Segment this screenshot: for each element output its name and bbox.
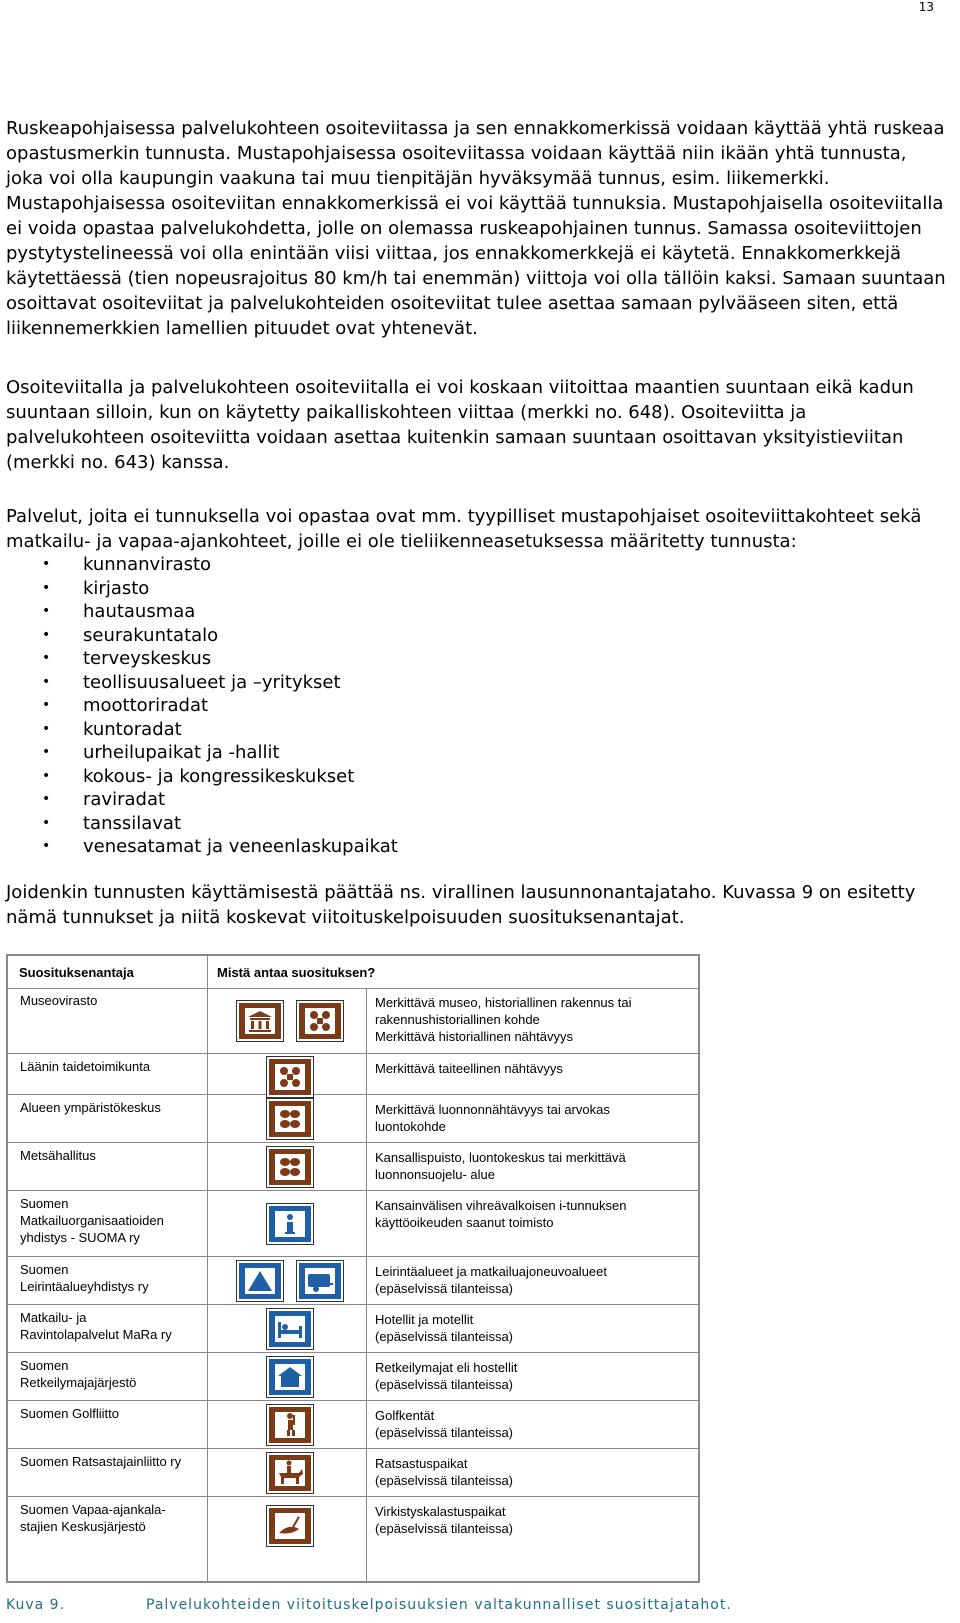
table-row xyxy=(8,1401,698,1449)
list-item xyxy=(6,741,398,765)
list-item xyxy=(6,577,398,601)
list-item-label: teollisuusalueet ja –yritykset xyxy=(83,671,341,693)
caravan-sign xyxy=(297,1261,343,1301)
fishing-sign xyxy=(267,1506,313,1546)
sign-group xyxy=(210,1405,370,1445)
fishing-icon xyxy=(275,1513,305,1539)
bed-sign xyxy=(267,1309,313,1349)
sign-group xyxy=(210,1099,370,1139)
sign-group xyxy=(210,1309,370,1349)
recommender-name: Suomen Ratsastajainliitto ry xyxy=(20,1454,182,1469)
recommendation-scope: Kansainvälisen vihreävalkoisen i-tunnuksen käyttöoikeuden saanut toimisto xyxy=(375,1198,627,1230)
hostel-icon xyxy=(275,1364,305,1390)
caravan-icon xyxy=(305,1268,335,1294)
recommendation-scope: Merkittävä taiteellinen nähtävyys xyxy=(375,1061,563,1076)
list-item xyxy=(6,624,398,648)
header-what: Mistä antaa suosituksen? xyxy=(217,965,376,980)
table-row xyxy=(8,1353,698,1401)
sight-icon xyxy=(275,1064,305,1090)
bed-icon xyxy=(275,1316,305,1342)
nature-sight-icon xyxy=(275,1154,305,1180)
museum-sign xyxy=(237,1001,283,1041)
paragraph-4: Joidenkin tunnusten käyttämisestä päättää ns. virallinen lausunnonantajataho. Kuvassa 9 on esitetty nämä tunnukset ja niitä koskevat viitoituskelpoisuuden suosituksenantajat. xyxy=(6,882,916,928)
nature-sight-sign xyxy=(267,1147,313,1187)
horse-rider-icon xyxy=(275,1460,305,1486)
sign-group xyxy=(210,1261,370,1301)
sight-sign xyxy=(297,1001,343,1041)
bullet-icon: • xyxy=(42,650,51,666)
bullet-icon: • xyxy=(42,791,51,807)
sign-group xyxy=(210,1453,370,1493)
recommendation-scope: Leirintäalueet ja matkailuajoneuvoalueet (epäselvissä tilanteissa) xyxy=(375,1264,607,1296)
bullet-icon: • xyxy=(42,767,51,784)
table-row xyxy=(8,1143,698,1191)
recommendation-scope: Merkittävä museo, historiallinen rakennus tai rakennushistoriallinen kohde Merkittävä historiallinen nähtävyys xyxy=(375,995,632,1044)
table-header xyxy=(8,956,698,989)
sign-group xyxy=(210,1057,370,1097)
list-item xyxy=(6,788,398,812)
tent-sign xyxy=(237,1261,283,1301)
list-item xyxy=(6,671,398,695)
list-item-label: hautausmaa xyxy=(83,601,196,622)
recommender-name: Matkailu- ja Ravintolapalvelut MaRa ry xyxy=(20,1310,172,1342)
paragraph-3: Palvelut, joita ei tunnuksella voi opastaa ovat mm. tyypilliset mustapohjaiset osoiteviittakohteet sekä matkailu- ja vapaa-ajankohteet, joille ei ole tieliikenneasetuksessa määritetty tunnusta: xyxy=(6,506,922,552)
list-item-label: kuntoradat xyxy=(83,718,182,740)
list-item-label: moottoriradat xyxy=(83,695,209,716)
recommendation-table xyxy=(6,954,700,1583)
golf-icon xyxy=(275,1412,305,1438)
table-row xyxy=(8,988,698,1054)
page-number: 13 xyxy=(918,0,934,14)
recommender-name: Suomen Leirintäalueyhdistys ry xyxy=(20,1262,149,1294)
sign-group xyxy=(210,1147,370,1187)
recommendation-scope: Kansallispuisto, luontokeskus tai merkittävä luonnonsuojelu- alue xyxy=(375,1150,626,1182)
sight-icon xyxy=(305,1008,335,1034)
info-icon xyxy=(275,1211,305,1237)
bullet-icon: • xyxy=(42,744,51,760)
list-item-label: venesatamat ja veneenlaskupaikat xyxy=(83,836,398,857)
recommendation-scope: Ratsastuspaikat (epäselvissä tilanteissa) xyxy=(375,1456,514,1488)
sign-group xyxy=(210,1001,370,1041)
nature-sight-icon xyxy=(275,1106,305,1132)
list-item-label: raviradat xyxy=(83,789,166,810)
recommendation-scope: Merkittävä luonnonnähtävyys tai arvokas luontokohde xyxy=(375,1102,610,1134)
bullet-icon: • xyxy=(42,579,51,596)
nature-sight-sign xyxy=(267,1099,313,1139)
bullet-icon: • xyxy=(42,673,51,690)
header-recommender: Suosituksenantaja xyxy=(19,965,134,980)
list-item xyxy=(6,812,398,836)
bullet-icon: • xyxy=(42,720,51,737)
caption-title: Palvelukohteiden viitoituskelpoisuuksien valtakunnalliset suosittajatahot. xyxy=(146,1597,732,1613)
recommender-name: Läänin taidetoimikunta xyxy=(20,1059,151,1074)
recommendation-scope: Hotellit ja motellit (epäselvissä tilanteissa) xyxy=(375,1312,514,1344)
list-item xyxy=(6,553,398,577)
paragraph-2: Osoiteviitalla ja palvelukohteen osoiteviitalla ei voi koskaan viitoittaa maantien suuntaan eikä kadun suuntaan silloin, kun on käytetty paikalliskohteen viittaa (merkki no. 648). Osoiteviitta ja palvelukohteen osoiteviitta voidaan asettaa kuitenkin samaan suuntaan osoittavan yksityistieviitan (merkki no. 643) kanssa. xyxy=(6,377,914,473)
sight-sign xyxy=(267,1057,313,1097)
recommender-name: Suomen Vapaa-ajankala- stajien Keskusjärjestö xyxy=(20,1502,166,1534)
list-item-label: kokous- ja kongressikeskukset xyxy=(83,765,355,787)
recommendation-scope: Retkeilymajat eli hostellit (epäselvissä tilanteissa) xyxy=(375,1360,518,1392)
museum-icon xyxy=(245,1008,275,1034)
list-item-label: seurakuntatalo xyxy=(83,624,219,646)
recommendation-scope: Golfkentät (epäselvissä tilanteissa) xyxy=(375,1408,514,1440)
recommender-name: Metsähallitus xyxy=(20,1148,96,1163)
bullet-icon: • xyxy=(42,814,51,831)
service-list xyxy=(6,553,398,859)
tent-icon xyxy=(245,1268,275,1294)
list-item-label: terveyskeskus xyxy=(83,648,212,669)
paragraph-1: Ruskeapohjaisessa palvelukohteen osoiteviitassa ja sen ennakkomerkissä voidaan käyttää yhtä ruskeaa opastusmerkin tunnusta. Mustapohjaisessa osoiteviitassa voidaan käyttää niin ikään yhtä tunnusta, joka voi olla kaupungin vaakuna tai muu tienpitäjän hyväksymää tunnus, esim. liikemerkki. Mustapohjaisessa osoiteviitan ennakkomerkissä ei voi käyttää tunnuksia. Mustapohjaisella osoiteviitalla ei voida opastaa palvelukohdetta, jolle on olemassa ruskeapohjainen tunnus. Samassa osoiteviittojen pystytystelineessä voi olla enintään viisi viittaa, jos ennakkomerkkejä ei käytetä. Ennakkomerkkejä käytettäessä (tien nopeusrajoitus 80 km/h tai enemmän) viittoja voi olla tällöin kaksi. Samaan suuntaan osoittavat osoiteviitat ja palvelukohteiden osoiteviitat tulee asettaa samaan pylvääseen siten, että liikennemerkkien lamellien pituudet ovat yhtenevät. xyxy=(6,118,946,339)
table-row xyxy=(8,1095,698,1143)
horse-rider-sign xyxy=(267,1453,313,1493)
bullet-icon: • xyxy=(42,626,51,643)
list-item xyxy=(6,647,398,671)
list-item-label: tanssilavat xyxy=(83,812,182,834)
list-item xyxy=(6,718,398,742)
list-item-label: kirjasto xyxy=(83,577,150,599)
table-row xyxy=(8,1497,698,1555)
info-sign xyxy=(267,1204,313,1244)
list-item xyxy=(6,835,398,859)
recommender-name: Suomen Retkeilymajajärjestö xyxy=(20,1358,137,1390)
recommender-name: Suomen Golfliitto xyxy=(20,1406,119,1421)
bullet-icon: • xyxy=(42,603,51,619)
sign-group xyxy=(210,1204,370,1244)
recommender-name: Alueen ympäristökeskus xyxy=(20,1100,161,1115)
list-item xyxy=(6,600,398,624)
table-row xyxy=(8,1054,698,1095)
table-row xyxy=(8,1191,698,1257)
hostel-sign xyxy=(267,1357,313,1397)
recommendation-scope: Virkistyskalastuspaikat (epäselvissä tilanteissa) xyxy=(375,1504,514,1536)
list-item-label: urheilupaikat ja -hallit xyxy=(83,742,280,763)
sign-group xyxy=(210,1357,370,1397)
bullet-icon: • xyxy=(42,556,51,572)
list-item xyxy=(6,694,398,718)
list-item-label: kunnanvirasto xyxy=(83,554,212,575)
bullet-icon: • xyxy=(42,697,51,713)
table-row xyxy=(8,1305,698,1353)
recommender-name: Suomen Matkailuorganisaatioiden yhdistys - SUOMA ry xyxy=(20,1196,164,1245)
list-item xyxy=(6,765,398,789)
caption-label: Kuva 9. xyxy=(6,1597,66,1613)
golf-sign xyxy=(267,1405,313,1445)
bullet-icon: • xyxy=(42,838,51,854)
sign-group xyxy=(210,1506,370,1546)
table-row xyxy=(8,1257,698,1305)
recommender-name: Museovirasto xyxy=(20,993,98,1008)
table-row xyxy=(8,1449,698,1497)
